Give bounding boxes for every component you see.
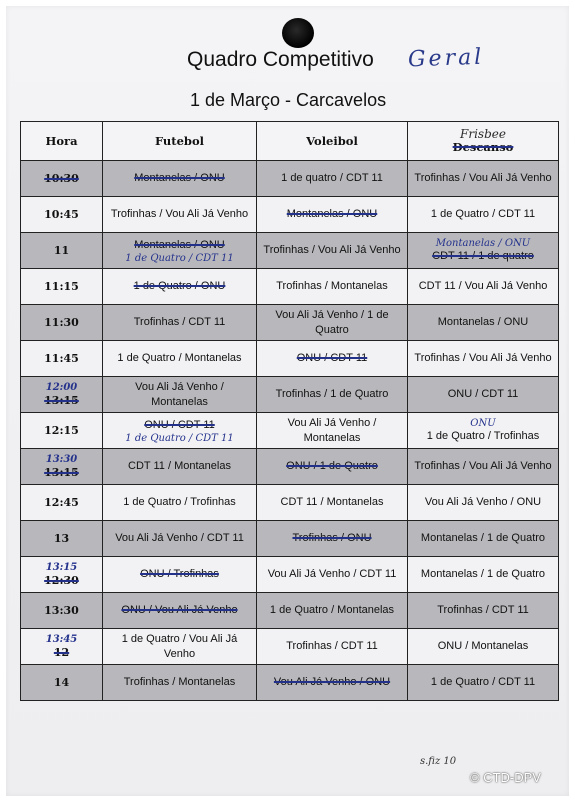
cell-text: 10:30 [44, 172, 79, 185]
cell-text: 13:30 [44, 604, 79, 617]
table-row [21, 485, 559, 521]
cell-text: Trofinhas / Montanelas [123, 676, 236, 688]
cell-text: ONU / Trofinhas [140, 568, 219, 580]
cell-voleibol [257, 593, 408, 629]
handwritten-note: 13:45 [45, 633, 78, 645]
cell-text: 1 de Quatro / Vou Ali Já Venho [121, 632, 238, 660]
cell-text: Trofinhas / CDT 11 [133, 316, 226, 328]
cell-voleibol [257, 341, 408, 377]
column-header-hora: Hora [21, 122, 103, 161]
handwritten-note: 1 de Quatro / CDT 11 [125, 432, 234, 444]
cell-futebol [103, 197, 257, 233]
cell-descanso [408, 665, 559, 701]
cell-descanso [408, 305, 559, 341]
cell-descanso [408, 197, 559, 233]
cell-text: 12 [53, 645, 70, 659]
cell-text: ONU / CDT 11 [144, 418, 215, 431]
table-row [21, 593, 559, 629]
cell-futebol [103, 305, 257, 341]
cell-text: ONU / CDT 11 [447, 388, 519, 400]
cell-voleibol [257, 521, 408, 557]
cell-hora [21, 521, 103, 557]
cell-text: 12:15 [44, 424, 79, 437]
cell-hora [21, 377, 103, 413]
cell-futebol [103, 449, 257, 485]
cell-voleibol [257, 377, 408, 413]
cell-hora [21, 413, 103, 449]
cell-text: 1 de Quatro / Trofinhas [123, 496, 236, 508]
cell-text: Trofinhas / Montanelas [276, 280, 388, 292]
cell-hora [21, 269, 103, 305]
cell-text: ONU / 1 de Quatro [286, 460, 378, 472]
table-row [21, 161, 559, 197]
cell-futebol [103, 269, 257, 305]
document-title: Quadro Competitivo [187, 48, 374, 71]
cell-descanso [408, 161, 559, 197]
table-row [21, 449, 559, 485]
cell-hora [21, 449, 103, 485]
cell-descanso [408, 521, 559, 557]
cell-text: 12:30 [44, 573, 79, 587]
handwritten-note: ONU [470, 417, 496, 429]
cell-text: 13 [53, 532, 70, 545]
cell-futebol [103, 629, 257, 665]
cell-text: 10:45 [44, 208, 79, 221]
punch-hole [282, 18, 314, 48]
cell-descanso [408, 557, 559, 593]
cell-descanso [408, 341, 559, 377]
table-row [21, 305, 559, 341]
cell-text: 1 de Quatro / ONU [133, 280, 226, 292]
cell-text: 1 de Quatro / CDT 11 [430, 676, 536, 688]
cell-futebol [103, 521, 257, 557]
cell-text: Vou Ali Já Venho / ONU [424, 496, 542, 508]
cell-descanso [408, 413, 559, 449]
cell-text: 11:45 [44, 352, 79, 365]
cell-hora [21, 629, 103, 665]
cell-text: Trofinhas / Vou Ali Já Venho [414, 460, 552, 472]
column-header-descanso-label: Descanso [452, 139, 514, 154]
cell-text: Vou Ali Já Venho / CDT 11 [115, 532, 244, 544]
schedule-table [20, 121, 559, 701]
cell-voleibol [257, 449, 408, 485]
cell-text: Trofinhas / CDT 11 [437, 604, 529, 616]
cell-futebol [103, 233, 257, 269]
cell-voleibol [257, 305, 408, 341]
cell-text: ONU / Vou Ali Já Venho [121, 604, 238, 616]
cell-text: CDT 11 / Montanelas [128, 460, 231, 472]
document-subtitle: 1 de Março - Carcavelos [190, 90, 387, 110]
cell-text: Vou Ali Já Venho / ONU [273, 676, 391, 688]
cell-text: Montanelas / 1 de Quatro [420, 532, 546, 544]
cell-text: 13:15 [44, 393, 79, 407]
cell-hora [21, 341, 103, 377]
cell-text: 12:45 [44, 496, 79, 509]
cell-voleibol [257, 233, 408, 269]
cell-voleibol [257, 413, 408, 449]
cell-futebol [103, 485, 257, 521]
cell-futebol [103, 161, 257, 197]
signature: s.fiz 10 [420, 756, 457, 767]
table-row [21, 665, 559, 701]
table-row [21, 413, 559, 449]
table-row [21, 629, 559, 665]
cell-futebol [103, 377, 257, 413]
table-row [21, 557, 559, 593]
cell-hora [21, 305, 103, 341]
cell-hora [21, 233, 103, 269]
header-row [21, 122, 559, 161]
cell-text: Trofinhas / Vou Ali Já Venho [110, 208, 249, 220]
cell-descanso [408, 233, 559, 269]
cell-text: 1 de Quatro / CDT 11 [430, 208, 536, 220]
cell-futebol [103, 341, 257, 377]
column-header-descanso [408, 122, 559, 161]
handwritten-note: 12:00 [45, 381, 78, 393]
table-row [21, 341, 559, 377]
cell-text: Trofinhas / CDT 11 [286, 640, 378, 652]
table-row [21, 197, 559, 233]
cell-text: ONU / Montanelas [437, 640, 529, 652]
cell-voleibol [257, 665, 408, 701]
column-header-annotation: Frisbee [460, 126, 506, 141]
cell-hora [21, 197, 103, 233]
cell-text: Trofinhas / Vou Ali Já Venho [263, 244, 401, 256]
cell-text: Trofinhas / Vou Ali Já Venho [414, 172, 552, 184]
cell-text: 11 [53, 244, 70, 257]
cell-text: 1 de Quatro / Montanelas [117, 352, 242, 364]
handwritten-note: Montanelas / ONU [435, 237, 531, 249]
cell-text: Trofinhas / 1 de Quatro [275, 388, 389, 400]
cell-text: CDT 11 / Vou Ali Já Venho [418, 280, 548, 292]
cell-voleibol [257, 161, 408, 197]
cell-text: CDT 11 / Montanelas [280, 496, 384, 508]
table-row [21, 233, 559, 269]
cell-text: 14 [53, 676, 70, 689]
cell-hora [21, 665, 103, 701]
handwritten-note: 1 de Quatro / CDT 11 [125, 252, 234, 264]
cell-futebol [103, 665, 257, 701]
table-row [21, 377, 559, 413]
title-handwritten-annotation: Geral [407, 44, 485, 73]
cell-text: 11:30 [44, 316, 79, 329]
cell-hora [21, 161, 103, 197]
cell-voleibol [257, 557, 408, 593]
cell-text: Vou Ali Já Venho / Montanelas [135, 380, 224, 408]
cell-voleibol [257, 269, 408, 305]
watermark: © CTD-DPV [470, 770, 541, 785]
cell-futebol [103, 557, 257, 593]
cell-text: Vou Ali Já Venho / CDT 11 [267, 568, 397, 580]
cell-text: Trofinhas / ONU [292, 532, 372, 544]
cell-text: Montanelas / ONU [437, 316, 529, 328]
cell-futebol [103, 593, 257, 629]
handwritten-note: 13:30 [45, 453, 78, 465]
cell-descanso [408, 449, 559, 485]
cell-text: 1 de quatro / CDT 11 [281, 172, 383, 184]
column-header-voleibol: Voleibol [257, 122, 408, 161]
cell-text: Montanelas / ONU [134, 172, 225, 184]
column-header-futebol: Futebol [103, 122, 257, 161]
cell-voleibol [257, 629, 408, 665]
cell-descanso [408, 629, 559, 665]
cell-text: Trofinhas / Vou Ali Já Venho [414, 352, 552, 364]
cell-hora [21, 557, 103, 593]
cell-text: Vou Ali Já Venho / 1 de Quatro [275, 308, 389, 336]
cell-descanso [408, 269, 559, 305]
cell-voleibol [257, 197, 408, 233]
cell-text: 13:15 [44, 465, 79, 479]
cell-text: ONU / CDT 11 [296, 352, 368, 364]
cell-futebol [103, 413, 257, 449]
cell-text: 1 de Quatro / Trofinhas [426, 429, 540, 442]
table-row [21, 521, 559, 557]
cell-text: Montanelas / ONU [134, 238, 225, 251]
cell-descanso [408, 593, 559, 629]
cell-voleibol [257, 485, 408, 521]
cell-text: Montanelas / 1 de Quatro [420, 568, 546, 580]
cell-hora [21, 485, 103, 521]
cell-text: CDT 11 / 1 de quatro [432, 249, 534, 262]
handwritten-note: 13:15 [45, 561, 78, 573]
cell-descanso [408, 377, 559, 413]
cell-text: Vou Ali Já Venho / Montanelas [287, 416, 377, 444]
table-row [21, 269, 559, 305]
cell-text: Montanelas / ONU [286, 208, 378, 220]
cell-text: 11:15 [44, 280, 79, 293]
cell-text: 1 de Quatro / Montanelas [269, 604, 395, 616]
cell-hora [21, 593, 103, 629]
schedule-body [21, 161, 559, 701]
cell-descanso [408, 485, 559, 521]
